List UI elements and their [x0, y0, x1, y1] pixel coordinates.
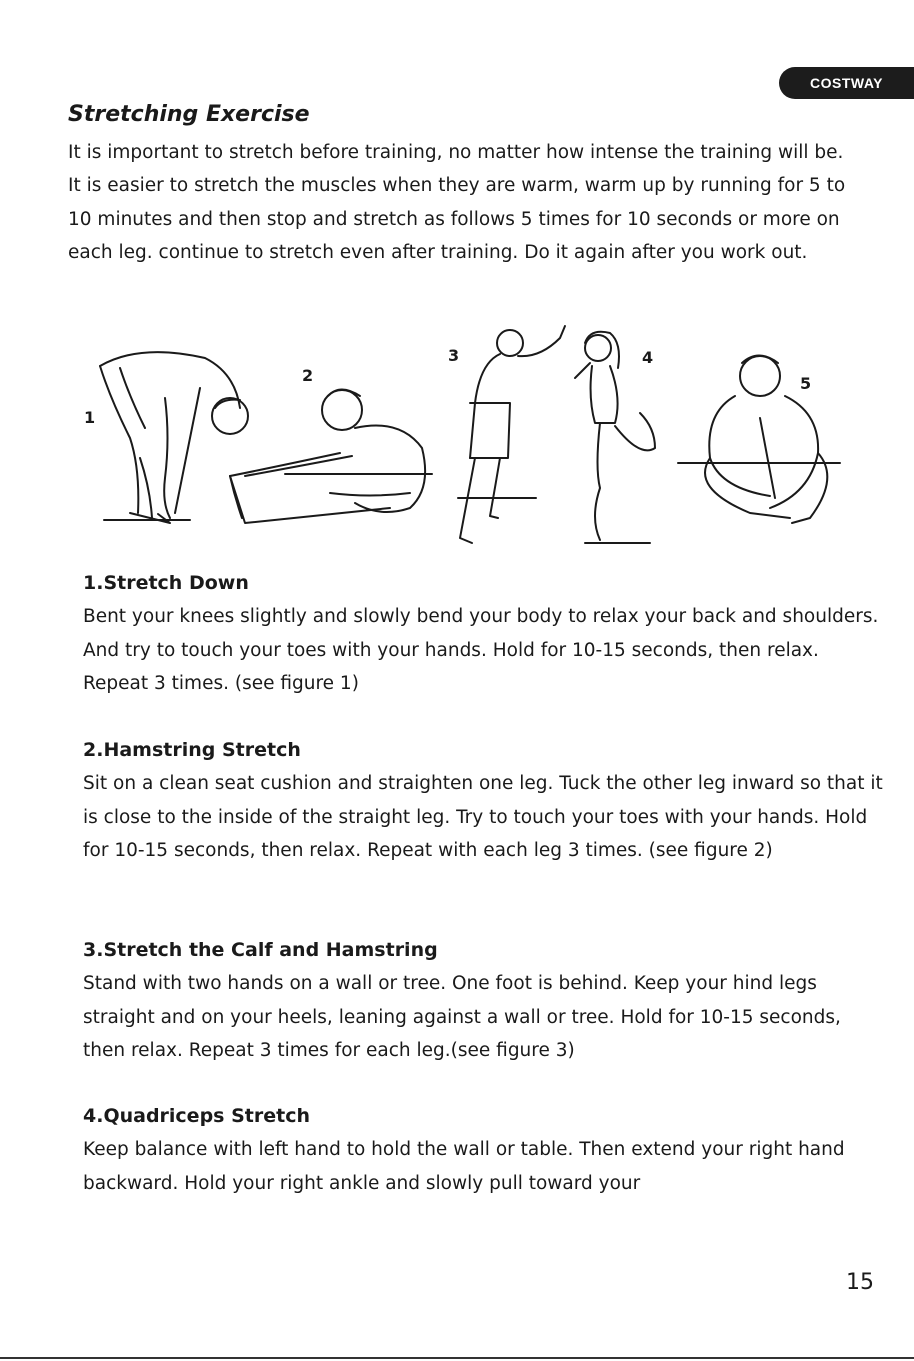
- figure-label-4: 4: [642, 348, 654, 367]
- section-heading: 4.Quadriceps Stretch: [83, 1105, 310, 1127]
- section-hamstring-stretch: [83, 734, 883, 868]
- section-body: Bent your knees slightly and slowly bend your body to relax your back and shoulders. And try to touch your toes with your hands. Hold for 10-15 seconds, then relax. Repeat 3 times. (see figure 1): [83, 606, 879, 695]
- section-body: Sit on a clean seat cushion and straighten one leg. Tuck the other leg inward so that it is close to the inside of the straight leg. Try to touch your toes with your hands. Hold for 10-15 seconds, then relax. Repeat with each leg 3 times. (see figure 2): [83, 773, 883, 862]
- page-number: 15: [846, 1270, 874, 1295]
- brand-logo: COSTWAY: [779, 67, 914, 99]
- section-heading: 2.Hamstring Stretch: [83, 739, 301, 761]
- figure-label-5: 5: [800, 374, 812, 393]
- figure-label-2: 2: [302, 366, 314, 385]
- figure-2-hamstring: [230, 390, 432, 524]
- stretching-illustration: [70, 318, 850, 558]
- figure-label-3: 3: [448, 346, 460, 365]
- bottom-divider: [0, 1357, 914, 1359]
- section-heading: 1.Stretch Down: [83, 572, 249, 594]
- section-quadriceps-stretch: [83, 1100, 883, 1200]
- figure-3-calf: [458, 326, 565, 543]
- intro-paragraph: It is important to stretch before training, no matter how intense the training will be. It is easier to stretch the muscles when they are warm, warm up by running for 5 to 10 minutes and then stop and stretch as follows 5 times for 10 seconds or more on each leg. continue to stretch even after training. Do it again after you work out.: [68, 142, 846, 264]
- section-calf-hamstring: [83, 934, 883, 1068]
- section-stretch-down: [83, 567, 883, 701]
- section-body: Stand with two hands on a wall or tree. One foot is behind. Keep your hind legs straight and on your heels, leaning against a wall or tree. Hold for 10-15 seconds, then relax. Repeat 3 times for each leg.(see figure 3): [83, 973, 841, 1062]
- figure-1-stretch-down: [100, 352, 248, 523]
- figure-label-1: 1: [84, 408, 96, 427]
- section-heading: 3.Stretch the Calf and Hamstring: [83, 939, 438, 961]
- section-body: Keep balance with left hand to hold the wall or table. Then extend your right hand backward. Hold your right ankle and slowly pull toward your: [83, 1139, 845, 1194]
- figure-5-butterfly: [678, 356, 840, 524]
- page-title: Stretching Exercise: [68, 102, 310, 127]
